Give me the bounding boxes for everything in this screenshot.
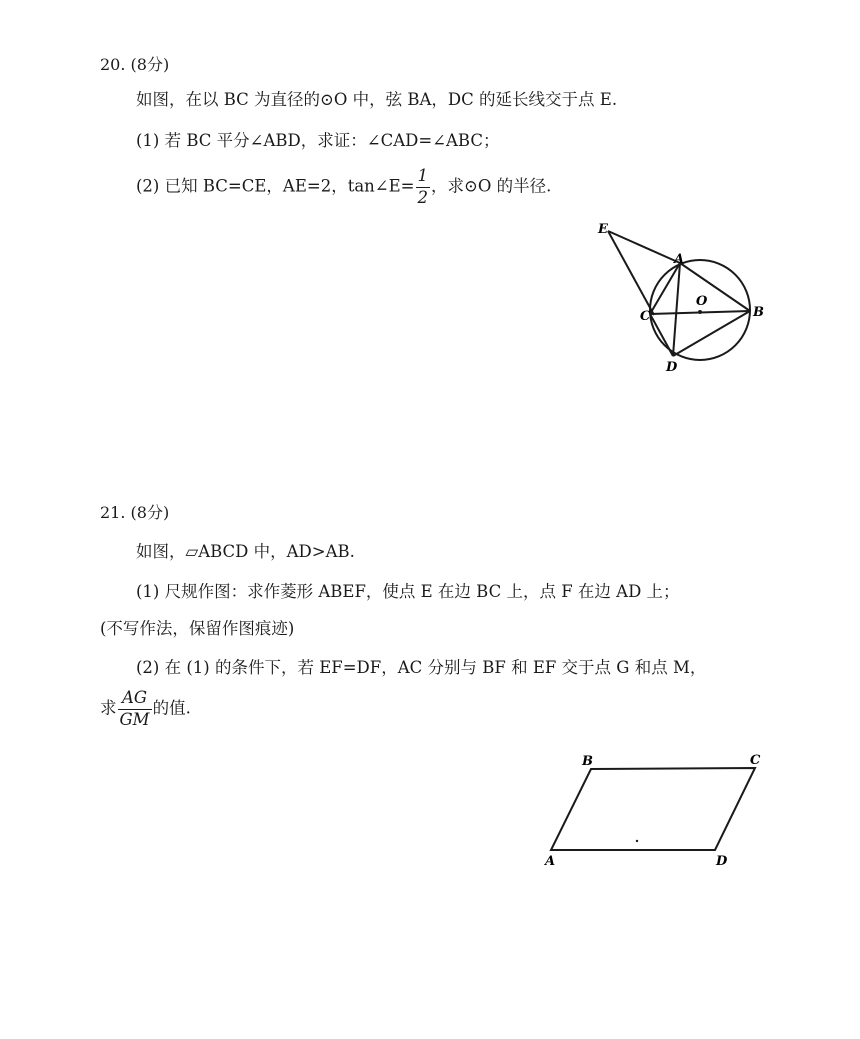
label-d: D <box>666 360 678 375</box>
q21-part2-tail: 的值. <box>152 698 191 718</box>
q21-part1-note: (不写作法，保留作图痕迹) <box>100 619 295 638</box>
q21-number: 21. (8分) <box>100 503 170 522</box>
segment-ec <box>608 231 654 315</box>
label-d: D <box>716 854 728 869</box>
center-point <box>698 310 702 314</box>
q20-number: 20. (8分) <box>100 55 170 74</box>
q21-part2-question <box>100 690 191 728</box>
label-c: C <box>640 309 651 324</box>
q21-intro: 如图，▱ABCD 中，AD>AB. <box>136 542 355 561</box>
q21-fraction <box>118 690 152 728</box>
q21-part1: (1) 尺规作图：求作菱形 ABEF，使点 E 在边 BC 上，点 F 在边 AD 上； <box>136 582 680 601</box>
q20-part2 <box>136 168 551 206</box>
chord-ad <box>673 263 680 356</box>
q20-fraction-denominator: 2 <box>417 187 428 207</box>
label-a: A <box>674 252 685 267</box>
q20-intro: 如图，在以 BC 为直径的⊙O 中，弦 BA，DC 的延长线交于点 E. <box>136 90 618 109</box>
q21-part2-lead: 求 <box>100 698 117 718</box>
chord-ab <box>680 263 750 311</box>
label-b: B <box>753 305 764 320</box>
stray-dot <box>636 840 638 842</box>
label-a: A <box>545 854 556 869</box>
label-e: E <box>598 222 608 237</box>
q20-fraction <box>416 168 431 206</box>
parallelogram-abcd <box>551 768 755 850</box>
label-b: B <box>582 754 593 769</box>
q21-fraction-numerator: AG <box>118 690 152 710</box>
q21-figure <box>538 748 770 876</box>
q20-figure <box>590 215 770 380</box>
q21-part2: (2) 在 (1) 的条件下，若 EF=DF，AC 分别与 BF 和 EF 交于点 G 和点 M， <box>136 658 707 677</box>
q20-part2-tail: ，求⊙O 的半径. <box>431 176 552 196</box>
q20-part1: (1) 若 BC 平分∠ABD，求证：∠CAD=∠ABC； <box>136 131 500 150</box>
chord-cd <box>650 314 673 356</box>
q21-fraction-denominator: GM <box>119 709 150 729</box>
label-o: O <box>696 294 708 309</box>
q20-fraction-numerator: 1 <box>416 168 431 188</box>
chord-db <box>673 311 750 356</box>
segment-ea <box>608 231 680 263</box>
label-c: C <box>750 753 761 768</box>
q20-part2-text: (2) 已知 BC=CE，AE=2，tan∠E= <box>136 176 415 196</box>
